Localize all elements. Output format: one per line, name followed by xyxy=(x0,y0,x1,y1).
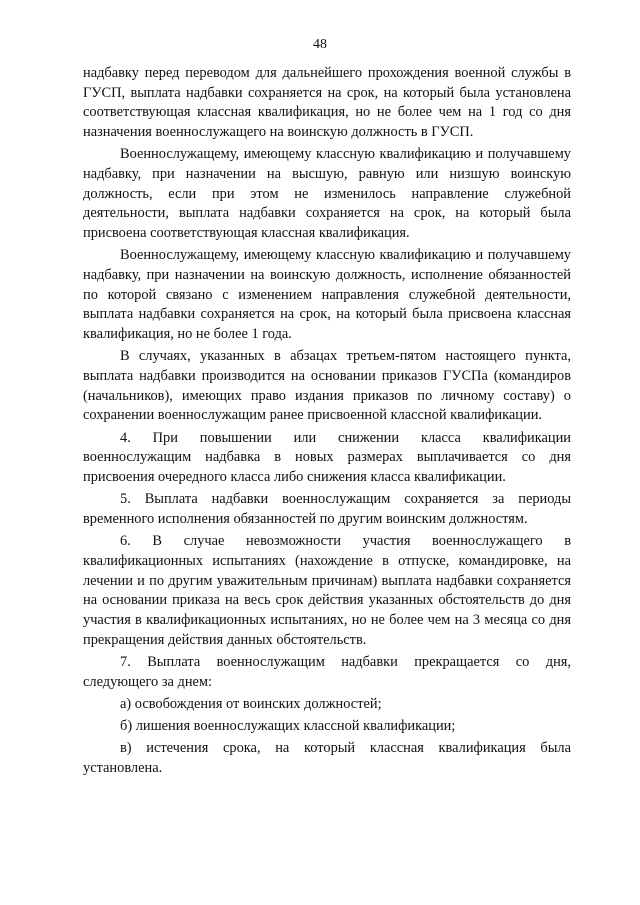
page-number: 48 xyxy=(313,37,327,52)
paragraph-item-4: 4. При повышении или снижении класса квалификации военнослужащим надбавка в новых размерах выплачивается со дня присвоения очередного класса либо снижения класса квалификации. xyxy=(83,429,571,486)
paragraph-item-7: 7. Выплата военнослужащим надбавки прекращается со дня, следующего за днем: xyxy=(83,653,571,690)
paragraph-changed-direction-retention: Военнослужащему, имеющему классную квалификацию и получавшему надбавку, при назначении на воинскую должность, исполнение обязанностей по которой связано с изменением направления служебной деятельности, выплата надбавки сохраняется на срок, на который была присвоена классная квалификация, но не более 1 года. xyxy=(83,247,571,343)
paragraph-order-basis: В случаях, указанных в абзацах третьем-пятом настоящего пункта, выплата надбавки производится на основании приказов ГУСПа (командиров (начальников), имеющих право издания приказов по личному составу) о сохранении военнослужащим ранее присвоенной классной квалификации. xyxy=(83,348,571,424)
list-item-b: б) лишения военнослужащих классной квалификации; xyxy=(120,718,456,734)
list-item-a: а) освобождения от воинских должностей; xyxy=(120,695,382,712)
list-item-v: в) истечения срока, на который классная квалификация была установлена. xyxy=(83,740,571,776)
paragraph-continuation: надбавку перед переводом для дальнейшего прохождения военной службы в ГУСП, выплата надбавки сохраняется на срок, на который была установлена соответствующая классная квалификация, но не более чем на 1 год со дня назначения военнослужащего на воинскую должность в ГУСП. xyxy=(83,65,571,141)
paragraph-item-5: 5. Выплата надбавки военнослужащим сохраняется за периоды временного исполнения обязанностей по другим воинским должностям. xyxy=(83,491,571,527)
paragraph-same-direction-retention: Военнослужащему, имеющему классную квалификацию и получавшему надбавку, при назначении на высшую, равную или низшую воинскую должность, если при этом не изменилось направление служебной деятельности, выплата надбавки сохраняется на срок, на который была присвоена соответствующая классная квалификация. xyxy=(83,146,571,242)
document-body xyxy=(83,64,571,779)
paragraph-item-6: 6. В случае невозможности участия военнослужащего в квалификационных испытаниях (нахождение в отпуске, командировке, на лечении и по другим уважительным причинам) выплата надбавки сохраняется на основании приказа на весь срок действия указанных обстоятельств до дня участия в квалификационных испытаниях, но не более чем на 3 месяца со дня прекращения действия данных обстоятельств. xyxy=(83,533,571,648)
